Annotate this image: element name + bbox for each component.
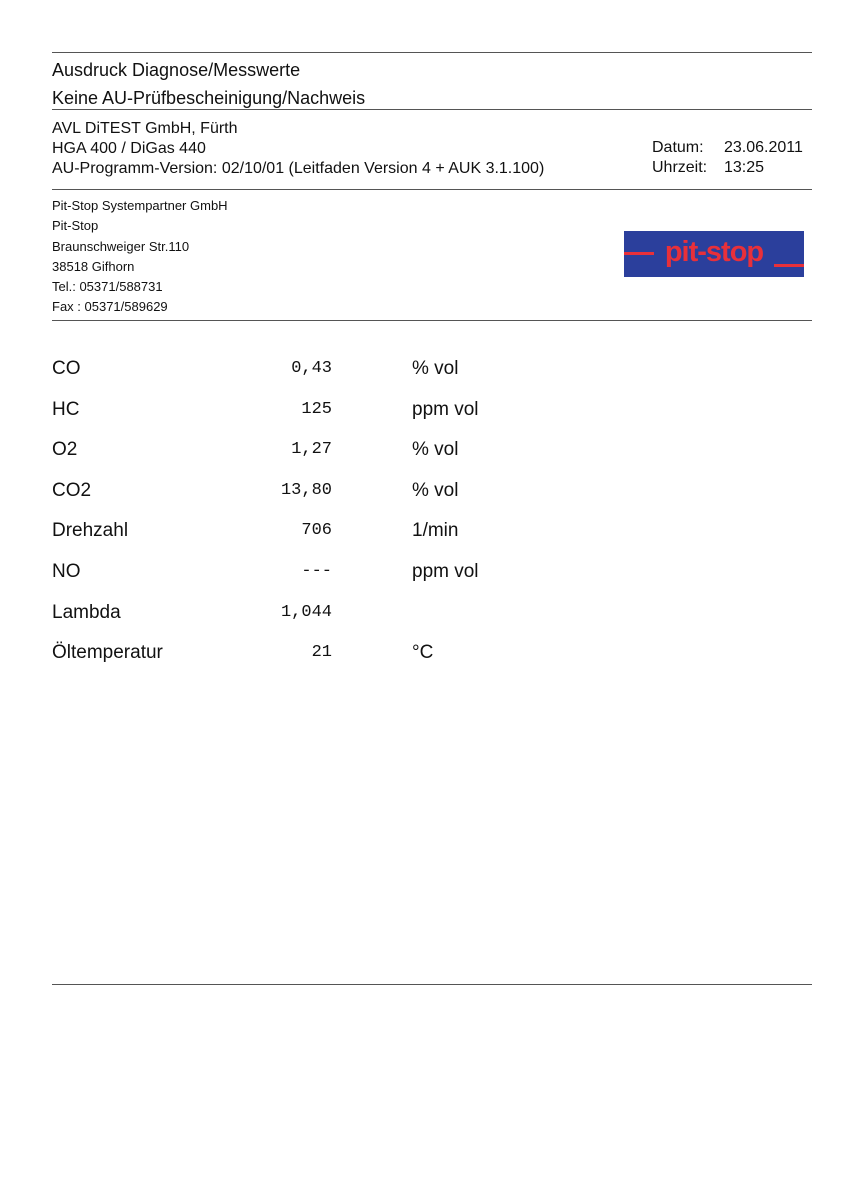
- address-divider: [52, 320, 812, 321]
- logo-wordmark: pit-stop: [624, 236, 804, 269]
- measurement-value: 0,43: [291, 359, 332, 378]
- time-label: Uhrzeit:: [652, 159, 708, 176]
- top-divider: [52, 52, 812, 53]
- bottom-divider: [52, 984, 812, 985]
- measurement-value: 1,044: [280, 602, 332, 622]
- measurement-unit: ppm vol: [412, 561, 479, 582]
- measurement-label: CO2: [52, 479, 92, 501]
- time-value: 13:25: [724, 159, 765, 176]
- measurement-value: 1,27: [291, 440, 332, 460]
- measurement-unit: % vol: [412, 479, 459, 501]
- page-subtitle: Keine AU-Prüfbescheinigung/Nachweis: [52, 88, 366, 108]
- measurement-label: Öltemperatur: [52, 642, 163, 664]
- device-model: HGA 400 / DiGas 440: [52, 140, 206, 157]
- date-label: Datum:: [652, 139, 704, 156]
- pit-stop-logo: [624, 231, 804, 277]
- workshop-city: 38518 Gifhorn: [52, 258, 135, 274]
- measurement-unit: °C: [412, 642, 434, 664]
- measurement-label: Drehzahl: [52, 520, 129, 542]
- workshop-branch: Pit-Stop: [52, 218, 99, 234]
- measurement-unit: % vol: [412, 439, 459, 461]
- measurement-value: 125: [301, 399, 332, 419]
- measurement-unit: ppm vol: [412, 398, 479, 420]
- measurement-value: 706: [301, 521, 332, 541]
- workshop-address: [52, 196, 228, 318]
- page-title: Ausdruck Diagnose/Messwerte: [52, 60, 301, 80]
- workshop-phone: Tel.: 05371/588731: [52, 279, 163, 295]
- measurement-value: ---: [301, 562, 332, 581]
- datetime-block: [652, 138, 803, 178]
- measurement-label: NO: [52, 561, 81, 582]
- measurement-label: Lambda: [52, 601, 121, 623]
- measurement-label: O2: [52, 439, 78, 461]
- measurement-value: 21: [311, 643, 332, 663]
- title-divider: [52, 109, 812, 110]
- workshop-fax: Fax : 05371/589629: [52, 299, 168, 315]
- measurement-unit: 1/min: [412, 520, 459, 542]
- measurement-label: CO: [52, 358, 81, 379]
- workshop-company: Pit-Stop Systempartner GmbH: [52, 198, 228, 213]
- measurement-unit: % vol: [412, 358, 459, 379]
- workshop-street: Braunschweiger Str.110: [52, 238, 190, 254]
- device-divider: [52, 189, 812, 190]
- measurement-label: HC: [52, 398, 80, 420]
- date-value: 23.06.2011: [724, 139, 803, 156]
- program-version: AU-Programm-Version: 02/10/01 (Leitfaden Version 4 + AUK 3.1.100): [52, 160, 545, 177]
- measurement-value: 13,80: [280, 480, 332, 500]
- device-manufacturer: AVL DiTEST GmbH, Fürth: [52, 120, 238, 137]
